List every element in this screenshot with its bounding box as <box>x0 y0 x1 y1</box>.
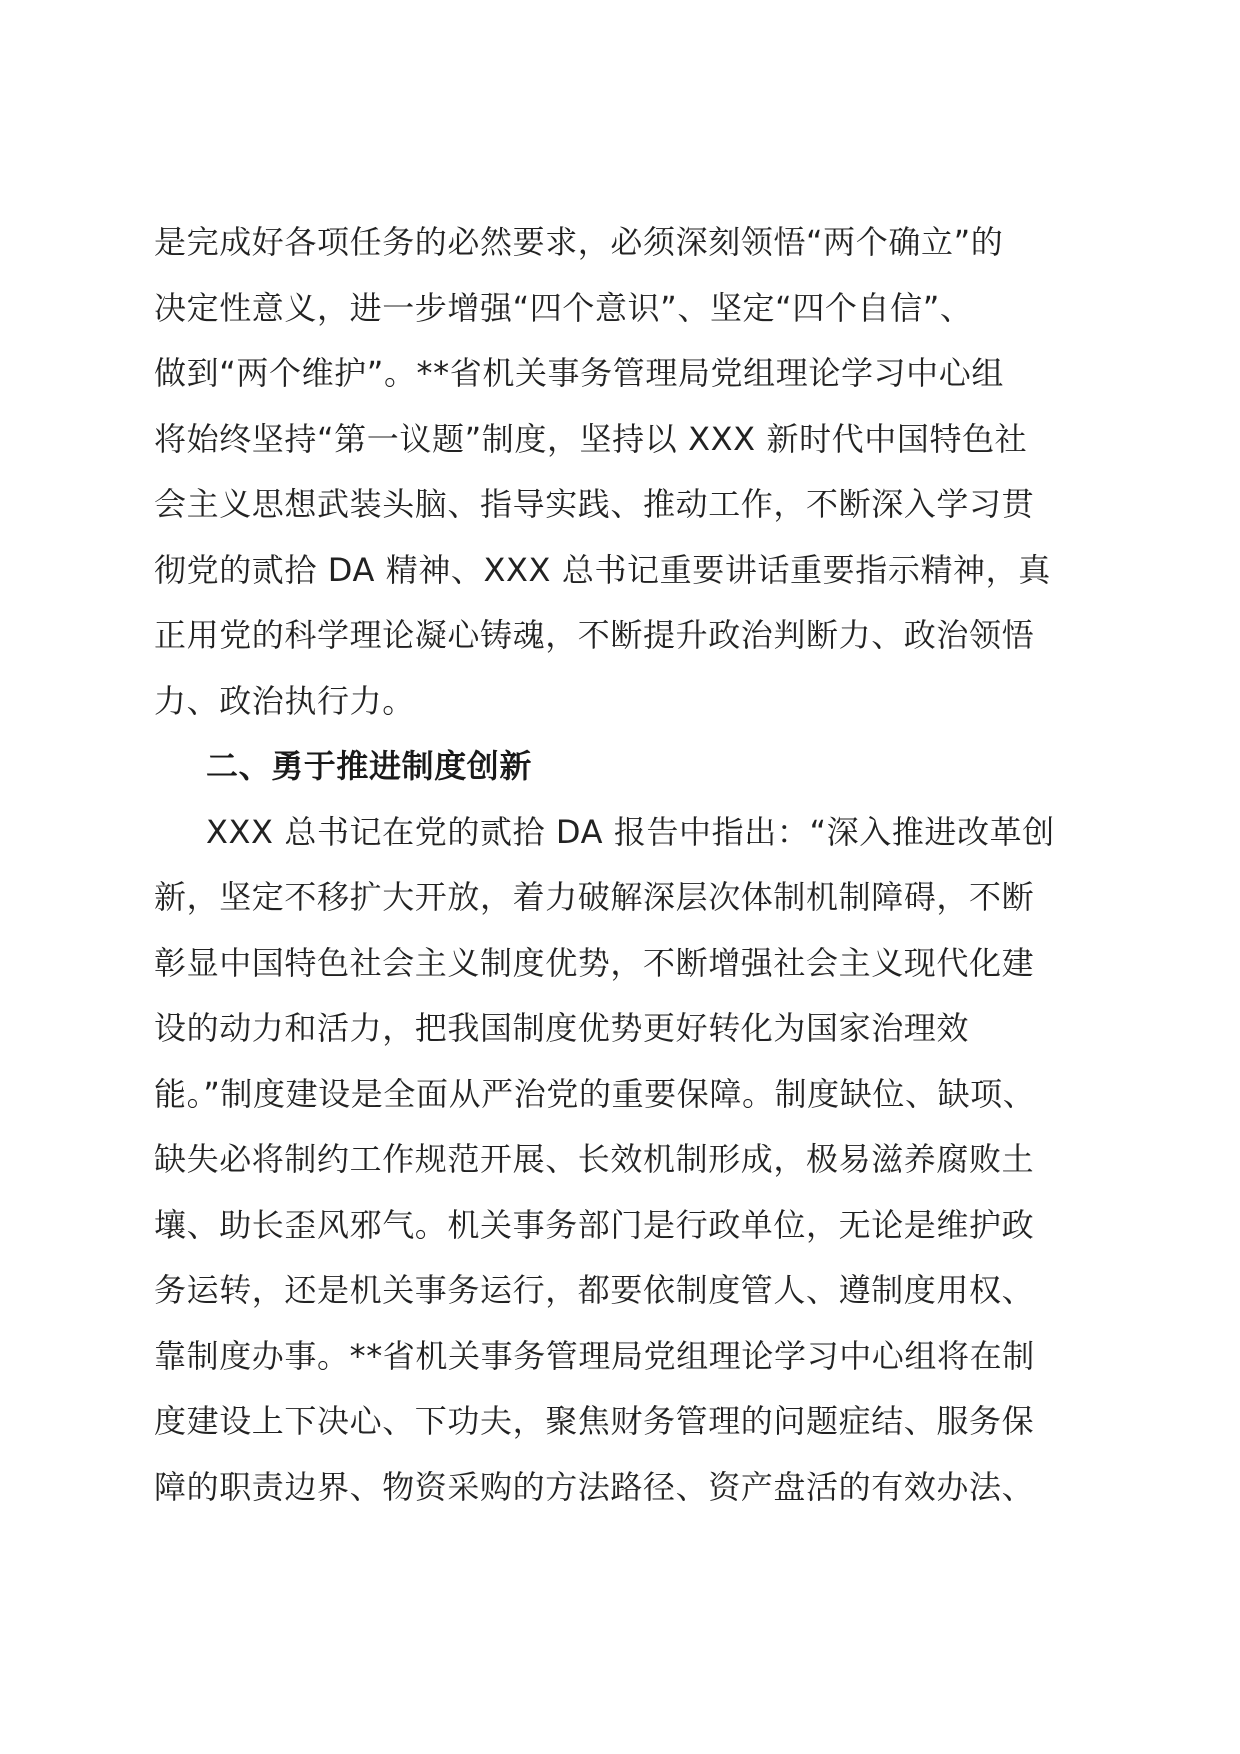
paragraph-line: 靠制度办事。**省机关事务管理局党组理论学习中心组将在制 <box>154 1336 1035 1375</box>
paragraph-line: 彰显中国特色社会主义制度优势，不断增强社会主义现代化建 <box>154 943 1035 982</box>
paragraph-line: 务运转，还是机关事务运行，都要依制度管人、遵制度用权、 <box>154 1271 1035 1309</box>
document-body <box>154 210 1084 1520</box>
paragraph-line: 壤、助长歪风邪气。机关事务部门是行政单位，无论是维护政 <box>154 1205 1035 1244</box>
paragraph-line: 新，坚定不移扩大开放，着力破解深层次体制机制障碍，不断 <box>154 878 1035 916</box>
paragraph-continuation <box>154 210 1084 734</box>
paragraph-line: 是完成好各项任务的必然要求，必须深刻领悟“两个确立”的 <box>154 223 1004 261</box>
paragraph-line: 设的动力和活力，把我国制度优势更好转化为国家治理效 <box>154 1009 970 1047</box>
section-heading: 二、勇于推进制度创新 <box>206 747 533 785</box>
paragraph-line: 力、政治执行力。 <box>154 681 415 720</box>
paragraph-line: 做到“两个维护”。**省机关事务管理局党组理论学习中心组 <box>154 354 1004 392</box>
paragraph-line: 度建设上下决心、下功夫，聚焦财务管理的问题症结、服务保 <box>154 1402 1035 1440</box>
paragraph-line: 障的职责边界、物资采购的方法路径、资产盘活的有效办法、 <box>154 1467 1035 1506</box>
paragraph-line: 决定性意义，进一步增强“四个意识”、坚定“四个自信”、 <box>154 288 973 327</box>
paragraph-line: 缺失必将制约工作规范开展、长效机制形成，极易滋养腐败土 <box>154 1140 1035 1178</box>
paragraph-line: XXX 总书记在党的贰拾 DA 报告中指出：“深入推进改革创 <box>206 812 1055 851</box>
paragraph-line: 能。”制度建设是全面从严治党的重要保障。制度缺位、缺项、 <box>154 1074 1036 1113</box>
paragraph-section-two <box>154 800 1084 1521</box>
paragraph-line: 彻党的贰拾 DA 精神、XXX 总书记重要讲话重要指示精神，真 <box>154 550 1051 589</box>
paragraph-line: 将始终坚持“第一议题”制度，坚持以 XXX 新时代中国特色社 <box>154 419 1028 458</box>
paragraph-line: 正用党的科学理论凝心铸魂，不断提升政治判断力、政治领悟 <box>154 616 1035 654</box>
paragraph-line: 会主义思想武装头脑、指导实践、推动工作，不断深入学习贯 <box>154 485 1035 523</box>
